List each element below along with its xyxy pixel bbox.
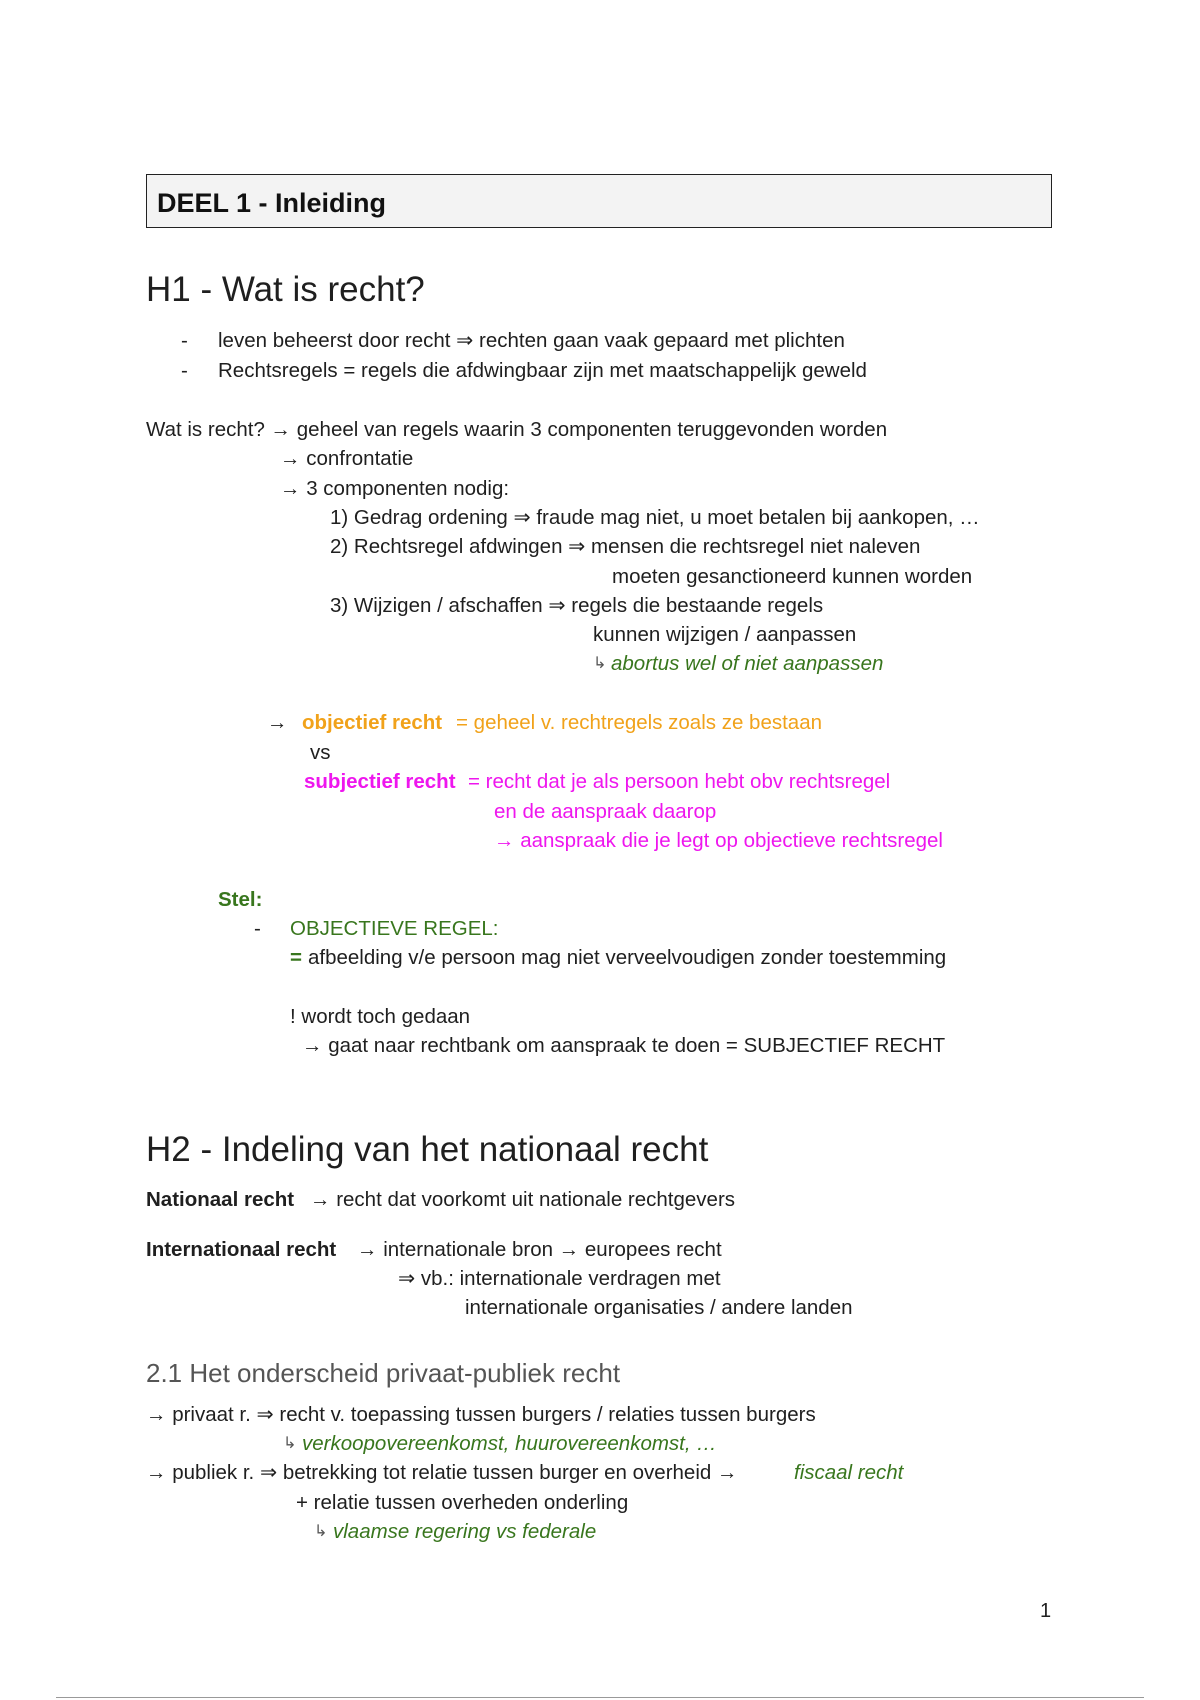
part-title: DEEL 1 - Inleiding <box>157 188 387 218</box>
component-2: 2) Rechtsregel afdwingen ⇒ mensen die rechtsregel niet naleven <box>330 535 921 558</box>
sub-arrow-icon: ↳ <box>593 655 607 672</box>
confrontatie-line: → confrontatie <box>280 447 414 470</box>
objectieve-regel-text: afbeelding v/e persoon mag niet verveelvoudigen zonder toestemming <box>308 946 947 969</box>
component-3-continued: kunnen wijzigen / aanpassen <box>593 623 857 646</box>
equals-sign: = <box>290 946 302 969</box>
objectief-recht-definition: = geheel v. rechtregels zoals ze bestaan <box>456 711 822 734</box>
sub-arrow-icon: ↳ <box>314 1523 328 1540</box>
h2-title: H2 - Indeling van het nationaal recht <box>146 1130 709 1169</box>
publiek-recht-example: fiscaal recht <box>794 1461 904 1484</box>
objectieve-regel-label: OBJECTIEVE REGEL: <box>290 917 499 940</box>
subjectief-recht-definition-3: → aanspraak die je legt op objectieve rechtsregel <box>494 829 943 852</box>
component-1: 1) Gedrag ordening ⇒ fraude mag niet, u moet betalen bij aankopen, … <box>330 506 980 529</box>
subjectief-recht-definition-2: en de aanspraak daarop <box>494 800 717 823</box>
componenten-line: → 3 componenten nodig: <box>280 477 510 500</box>
rechtbank-line: → gaat naar rechtbank om aanspraak te doen = SUBJECTIEF RECHT <box>302 1034 946 1057</box>
bullet-dash: - <box>181 329 188 352</box>
page-number: 1 <box>1040 1600 1052 1622</box>
question-line: Wat is recht? → geheel van regels waarin 3 componenten teruggevonden worden <box>146 418 888 441</box>
component-2-continued: moeten gesanctioneerd kunnen worden <box>612 565 973 588</box>
publiek-recht-line-2: + relatie tussen overheden onderling <box>296 1491 629 1514</box>
component-3: 3) Wijzigen / afschaffen ⇒ regels die bestaande regels <box>330 594 824 617</box>
vs-label: vs <box>310 741 331 764</box>
nationaal-recht-definition: → recht dat voorkomt uit nationale rechtgevers <box>310 1188 736 1211</box>
subjectief-recht-term: subjectief recht <box>304 770 456 793</box>
internationaal-recht-definition: → internationale bron → europees recht <box>357 1238 722 1261</box>
bullet-text: leven beheerst door recht ⇒ rechten gaan vaak gepaard met plichten <box>218 329 845 352</box>
subjectief-recht-definition: = recht dat je als persoon hebt obv rechtsregel <box>468 770 891 793</box>
toch-gedaan-line: ! wordt toch gedaan <box>290 1005 471 1028</box>
example-abortus: abortus wel of niet aanpassen <box>611 652 884 675</box>
arrow-icon: → <box>267 711 288 734</box>
internationaal-recht-example: ⇒ vb.: internationale verdragen met <box>398 1267 721 1290</box>
objectief-recht-term: objectief recht <box>302 711 443 734</box>
internationaal-recht-term: Internationaal recht <box>146 1238 337 1261</box>
nationaal-recht-term: Nationaal recht <box>146 1188 295 1211</box>
page-bottom-divider <box>56 1697 1144 1698</box>
sub-arrow-icon: ↳ <box>283 1435 297 1452</box>
bullet-dash: - <box>181 359 188 382</box>
part-header-box <box>146 174 1052 228</box>
privaat-recht-example: verkoopovereenkomst, huurovereenkomst, … <box>302 1432 717 1455</box>
internationaal-recht-example-2: internationale organisaties / andere landen <box>465 1296 853 1319</box>
section-2-1-title: 2.1 Het onderscheid privaat-publiek recht <box>146 1358 621 1388</box>
privaat-recht-line: → privaat r. ⇒ recht v. toepassing tussen burgers / relaties tussen burgers <box>146 1403 816 1426</box>
bullet-dash: - <box>254 917 261 940</box>
bullet-text: Rechtsregels = regels die afdwingbaar zijn met maatschappelijk geweld <box>218 359 867 382</box>
publiek-recht-example-2: vlaamse regering vs federale <box>333 1520 597 1543</box>
publiek-recht-line: → publiek r. ⇒ betrekking tot relatie tussen burger en overheid → <box>146 1461 738 1484</box>
stel-label: Stel: <box>218 888 263 911</box>
h1-title: H1 - Wat is recht? <box>146 270 425 309</box>
